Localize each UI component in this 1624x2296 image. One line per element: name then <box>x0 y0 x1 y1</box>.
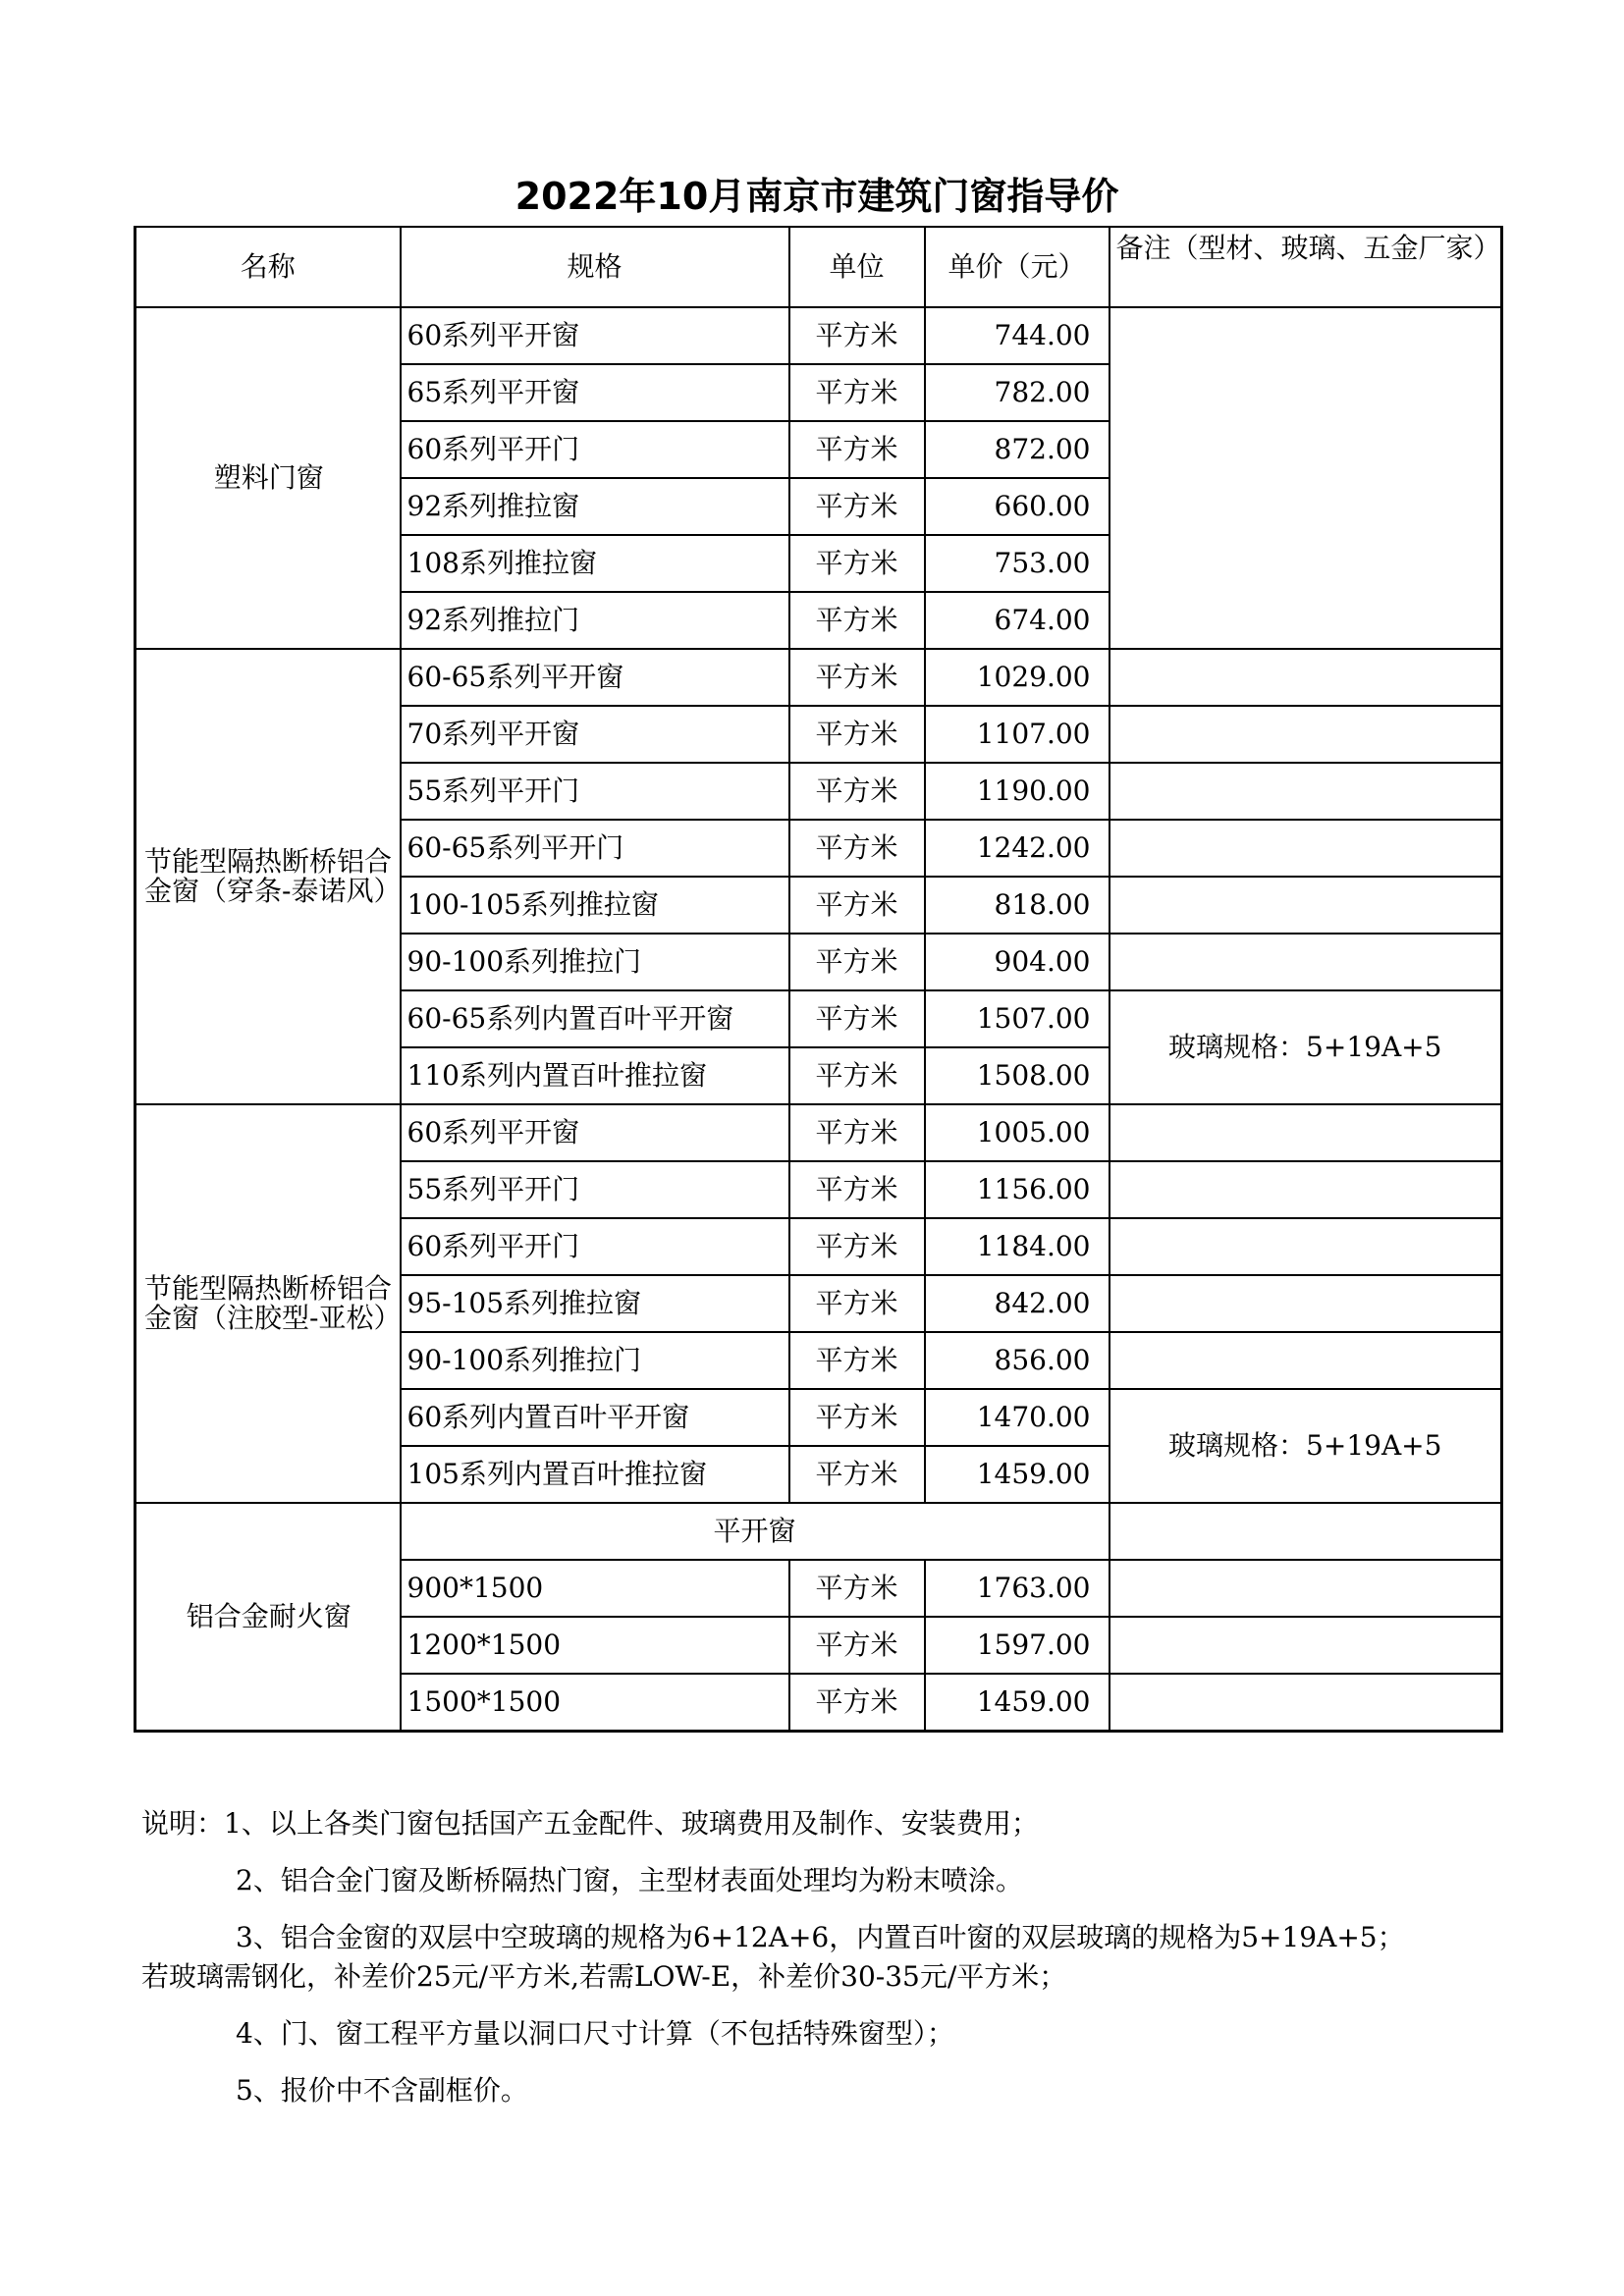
spec-cell: 60-65系列内置百叶平开窗 <box>401 990 789 1047</box>
unit-cell: 平方米 <box>789 1161 925 1218</box>
note-cell <box>1110 1560 1502 1617</box>
unit-cell: 平方米 <box>789 990 925 1047</box>
unit-cell: 平方米 <box>789 1560 925 1617</box>
spec-cell: 55系列平开门 <box>401 1161 789 1218</box>
spec-cell: 60系列平开窗 <box>401 1104 789 1161</box>
table-row <box>135 1104 1502 1161</box>
price-cell: 1507.00 <box>925 990 1110 1047</box>
table-row <box>135 649 1502 706</box>
table-row <box>135 1503 1502 1560</box>
spec-cell: 60-65系列平开门 <box>401 820 789 877</box>
unit-cell: 平方米 <box>789 763 925 820</box>
unit-cell: 平方米 <box>789 535 925 592</box>
unit-cell: 平方米 <box>789 421 925 478</box>
price-cell: 1190.00 <box>925 763 1110 820</box>
price-cell: 872.00 <box>925 421 1110 478</box>
unit-cell: 平方米 <box>789 1389 925 1446</box>
price-cell: 1029.00 <box>925 649 1110 706</box>
note-cell <box>1110 1332 1502 1389</box>
note-cell <box>1110 706 1502 763</box>
note-cell <box>1110 877 1502 934</box>
note-cell <box>1110 1218 1502 1275</box>
spec-cell: 65系列平开窗 <box>401 364 789 421</box>
note-cell <box>1110 934 1502 990</box>
unit-cell: 平方米 <box>789 592 925 649</box>
group-subheader: 平开窗 <box>401 1503 1110 1560</box>
spec-cell: 100-105系列推拉窗 <box>401 877 789 934</box>
unit-cell: 平方米 <box>789 820 925 877</box>
note-line-1: 说明：1、以上各类门窗包括国产五金配件、玻璃费用及制作、安装费用； <box>141 1807 1039 1840</box>
price-cell: 1459.00 <box>925 1446 1110 1503</box>
note-cell: 玻璃规格：5+19A+5 <box>1110 1389 1502 1503</box>
note-cell <box>1110 763 1502 820</box>
unit-cell: 平方米 <box>789 1674 925 1732</box>
unit-cell: 平方米 <box>789 1104 925 1161</box>
group-name: 节能型隔热断桥铝合金窗（穿条-泰诺风） <box>135 649 401 1104</box>
unit-cell: 平方米 <box>789 1275 925 1332</box>
header-note: 备注（型材、玻璃、五金厂家） <box>1110 227 1502 307</box>
page-title: 2022年10月南京市建筑门窗指导价 <box>514 175 1119 218</box>
note-line-4: 4、门、窗工程平方量以洞口尺寸计算（不包括特殊窗型）； <box>236 2017 954 2050</box>
spec-cell: 92系列推拉窗 <box>401 478 789 535</box>
unit-cell: 平方米 <box>789 307 925 364</box>
note-cell <box>1110 649 1502 706</box>
spec-cell: 60系列平开门 <box>401 421 789 478</box>
note-cell <box>1110 1674 1502 1732</box>
header-price: 单价（元） <box>925 227 1110 307</box>
price-cell: 1184.00 <box>925 1218 1110 1275</box>
note-line-3: 3、铝合金窗的双层中空玻璃的规格为6+12A+6，内置百叶窗的双层玻璃的规格为5+19A+5； <box>236 1921 1405 1953</box>
price-cell: 1242.00 <box>925 820 1110 877</box>
spec-cell: 110系列内置百叶推拉窗 <box>401 1047 789 1104</box>
spec-cell: 1200*1500 <box>401 1617 789 1674</box>
unit-cell: 平方米 <box>789 364 925 421</box>
header-name: 名称 <box>135 227 401 307</box>
note-line-3-continued: 若玻璃需钢化，补差价25元/平方米,若需LOW-E，补差价30-35元/平方米； <box>141 1960 1067 1993</box>
header-unit: 单位 <box>789 227 925 307</box>
price-cell: 842.00 <box>925 1275 1110 1332</box>
spec-cell: 60系列内置百叶平开窗 <box>401 1389 789 1446</box>
note-cell <box>1110 1617 1502 1674</box>
unit-cell: 平方米 <box>789 478 925 535</box>
unit-cell: 平方米 <box>789 649 925 706</box>
group-name: 节能型隔热断桥铝合金窗（注胶型-亚松） <box>135 1104 401 1503</box>
price-cell: 753.00 <box>925 535 1110 592</box>
spec-cell: 92系列推拉门 <box>401 592 789 649</box>
unit-cell: 平方米 <box>789 1047 925 1104</box>
spec-cell: 90-100系列推拉门 <box>401 934 789 990</box>
spec-cell: 90-100系列推拉门 <box>401 1332 789 1389</box>
spec-cell: 1500*1500 <box>401 1674 789 1732</box>
group-name: 铝合金耐火窗 <box>135 1503 401 1732</box>
price-cell: 1470.00 <box>925 1389 1110 1446</box>
group-name: 塑料门窗 <box>135 307 401 649</box>
price-cell: 744.00 <box>925 307 1110 364</box>
spec-cell: 95-105系列推拉窗 <box>401 1275 789 1332</box>
note-line-5: 5、报价中不含副框价。 <box>236 2074 528 2107</box>
price-cell: 782.00 <box>925 364 1110 421</box>
price-cell: 660.00 <box>925 478 1110 535</box>
spec-cell: 60系列平开门 <box>401 1218 789 1275</box>
note-cell <box>1110 1275 1502 1332</box>
spec-cell: 70系列平开窗 <box>401 706 789 763</box>
unit-cell: 平方米 <box>789 1446 925 1503</box>
unit-cell: 平方米 <box>789 1218 925 1275</box>
spec-cell: 108系列推拉窗 <box>401 535 789 592</box>
note-cell <box>1110 1161 1502 1218</box>
price-cell: 818.00 <box>925 877 1110 934</box>
notes-section <box>141 1804 1496 2128</box>
price-cell: 1459.00 <box>925 1674 1110 1732</box>
spec-cell: 55系列平开门 <box>401 763 789 820</box>
price-cell: 856.00 <box>925 1332 1110 1389</box>
note-cell <box>1110 1503 1502 1560</box>
spec-cell: 60-65系列平开窗 <box>401 649 789 706</box>
price-cell: 1005.00 <box>925 1104 1110 1161</box>
price-cell: 1763.00 <box>925 1560 1110 1617</box>
price-cell: 1597.00 <box>925 1617 1110 1674</box>
note-line-2: 2、铝合金门窗及断桥隔热门窗，主型材表面处理均为粉末喷涂。 <box>236 1864 1023 1896</box>
note-cell <box>1110 307 1502 649</box>
spec-cell: 60系列平开窗 <box>401 307 789 364</box>
price-cell: 1156.00 <box>925 1161 1110 1218</box>
unit-cell: 平方米 <box>789 706 925 763</box>
price-cell: 904.00 <box>925 934 1110 990</box>
header-spec: 规格 <box>401 227 789 307</box>
unit-cell: 平方米 <box>789 934 925 990</box>
unit-cell: 平方米 <box>789 1617 925 1674</box>
price-cell: 1508.00 <box>925 1047 1110 1104</box>
spec-cell: 900*1500 <box>401 1560 789 1617</box>
table-header-row <box>135 227 1502 307</box>
table-row <box>135 307 1502 364</box>
note-cell <box>1110 820 1502 877</box>
unit-cell: 平方米 <box>789 877 925 934</box>
note-cell: 玻璃规格：5+19A+5 <box>1110 990 1502 1104</box>
price-cell: 674.00 <box>925 592 1110 649</box>
price-table <box>134 226 1503 1733</box>
spec-cell: 105系列内置百叶推拉窗 <box>401 1446 789 1503</box>
note-cell <box>1110 1104 1502 1161</box>
unit-cell: 平方米 <box>789 1332 925 1389</box>
price-cell: 1107.00 <box>925 706 1110 763</box>
